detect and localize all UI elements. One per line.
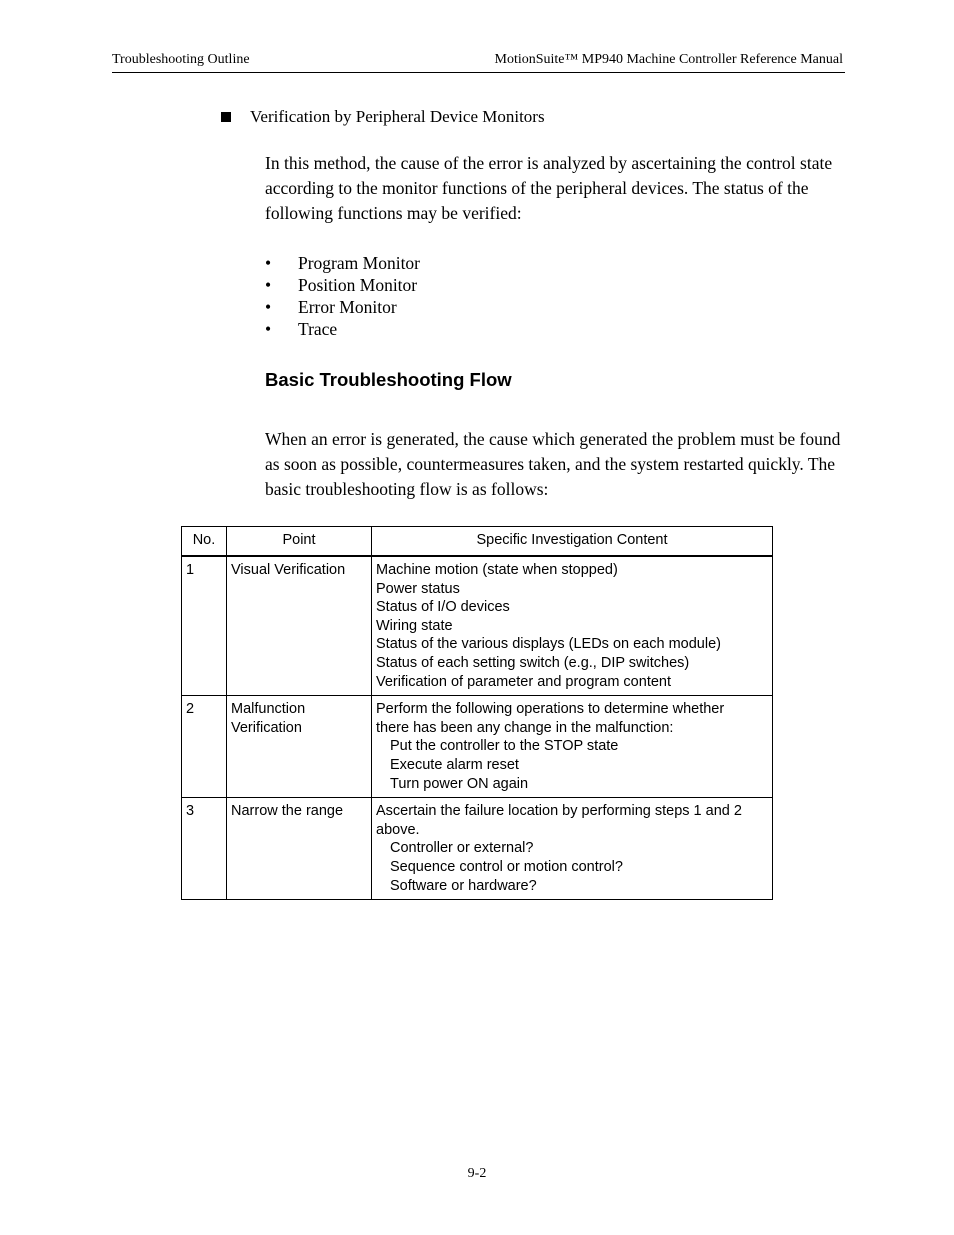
content-subline: Turn power ON again: [390, 775, 529, 792]
list-item: [265, 318, 420, 340]
content-subline: Software or hardware?: [390, 877, 537, 894]
column-header-point: Point: [227, 527, 372, 557]
monitor-list: [265, 252, 420, 340]
content-line: above.: [376, 821, 420, 838]
list-item-label: Position Monitor: [298, 275, 418, 295]
list-item: [265, 274, 420, 296]
section-paragraph: In this method, the cause of the error is analyzed by ascertaining the control state according to the monitor functions of the peripheral devices. The status of the following functions may be verified:: [265, 153, 833, 223]
list-item-label: Trace: [298, 319, 338, 339]
troubleshooting-table: [181, 526, 773, 900]
header-section-title: Troubleshooting Outline: [112, 52, 250, 67]
content-subline: Execute alarm reset: [390, 756, 519, 773]
cell-no: 2: [182, 696, 227, 798]
table-row: [182, 556, 773, 696]
list-item-label: Error Monitor: [298, 297, 397, 317]
table-row: [182, 696, 773, 798]
content-line: Ascertain the failure location by performing steps 1 and 2: [376, 803, 742, 820]
column-header-content: Specific Investigation Content: [372, 527, 773, 557]
cell-point: Narrow the range: [227, 798, 372, 900]
content-subline: Controller or external?: [390, 840, 534, 857]
bullet-icon: •: [265, 319, 272, 339]
content-subline: Put the controller to the STOP state: [390, 738, 619, 755]
content-line: Perform the following operations to determine whether: [376, 701, 725, 718]
content-line: Status of each setting switch (e.g., DIP switches): [376, 654, 690, 671]
cell-content: [372, 556, 773, 696]
content-line: there has been any change in the malfunction:: [376, 719, 674, 736]
page-number: 9-2: [467, 1166, 487, 1181]
flow-heading: Basic Troubleshooting Flow: [265, 369, 512, 390]
bullet-icon: •: [265, 275, 272, 295]
header-rule: [112, 72, 845, 73]
list-item: [265, 296, 420, 318]
content-line: Power status: [376, 580, 460, 597]
cell-point: Visual Verification: [227, 556, 372, 696]
content-line: Wiring state: [376, 617, 453, 634]
cell-content: [372, 798, 773, 900]
column-header-no: No.: [182, 527, 227, 557]
cell-point: Malfunction Verification: [227, 696, 372, 798]
bullet-icon: •: [265, 253, 272, 273]
content-subline: Sequence control or motion control?: [390, 858, 623, 875]
section-title: Verification by Peripheral Device Monitors: [250, 107, 545, 126]
bullet-icon: •: [265, 297, 272, 317]
list-item-label: Program Monitor: [298, 253, 421, 273]
cell-no: 3: [182, 798, 227, 900]
content-line: Machine motion (state when stopped): [376, 562, 618, 578]
header-manual-title: MotionSuite™ MP940 Machine Controller Reference Manual: [494, 52, 843, 67]
table-header-row: [182, 527, 773, 557]
content-line: Status of I/O devices: [376, 599, 510, 616]
flow-paragraph: When an error is generated, the cause which generated the problem must be found as soon as possible, countermeasures taken, and the system restarted quickly. The basic troubleshooting flow is as follows:: [265, 429, 841, 499]
cell-content: [372, 696, 773, 798]
cell-no: 1: [182, 556, 227, 696]
content-line: Verification of parameter and program content: [376, 673, 671, 690]
list-item: [265, 252, 420, 274]
table-row: [182, 798, 773, 900]
square-bullet-icon: [221, 112, 231, 122]
content-line: Status of the various displays (LEDs on each module): [376, 636, 721, 653]
